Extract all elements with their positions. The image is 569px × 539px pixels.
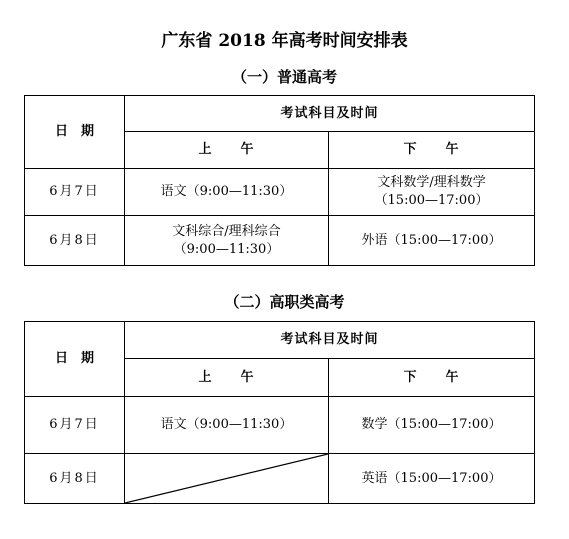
afternoon-exam-cell: 外语（15:00—17:00） (329, 216, 535, 266)
schedule-table-vocational (24, 321, 535, 504)
section-heading-general: （一）普通高考 (231, 68, 337, 86)
afternoon-header: 下 午 (329, 359, 535, 397)
table-row (25, 169, 535, 216)
date-header: 日 期 (25, 322, 125, 397)
morning-exam-cell: 语文（9:00—11:30） (125, 169, 329, 216)
date-cell: 6月8日 (25, 454, 125, 504)
table-row (25, 397, 535, 454)
date-cell: 6月7日 (25, 169, 125, 216)
date-header: 日 期 (25, 96, 125, 169)
morning-header: 上 午 (125, 132, 329, 169)
morning-exam-time: （9:00—11:30） (173, 241, 280, 257)
exam-subject-time-header: 考试科目及时间 (125, 322, 535, 359)
afternoon-exam-subject: 文科数学/理科数学 (377, 175, 486, 190)
afternoon-header: 下 午 (329, 132, 535, 169)
morning-exam-cell: 语文（9:00—11:30） (125, 397, 329, 454)
afternoon-exam-cell: 数学（15:00—17:00） (329, 397, 535, 454)
page-title: 广东省 2018 年高考时间安排表 (161, 31, 408, 51)
morning-header: 上 午 (125, 359, 329, 397)
morning-exam-cell-empty (125, 454, 329, 504)
schedule-table-general (24, 95, 535, 266)
section-heading-vocational: （二）高职类高考 (224, 293, 345, 311)
exam-subject-time-header: 考试科目及时间 (125, 96, 535, 132)
afternoon-exam-cell (329, 169, 535, 216)
afternoon-exam-time: （15:00—17:00） (374, 193, 489, 208)
date-cell: 6月7日 (25, 397, 125, 454)
diagonal-slash-line (125, 454, 328, 503)
morning-exam-cell (125, 216, 329, 266)
date-cell: 6月8日 (25, 216, 125, 266)
table-row (25, 454, 535, 504)
table-row (25, 216, 535, 266)
morning-exam-subject: 文科综合/理科综合 (172, 223, 281, 239)
afternoon-exam-cell: 英语（15:00—17:00） (329, 454, 535, 504)
